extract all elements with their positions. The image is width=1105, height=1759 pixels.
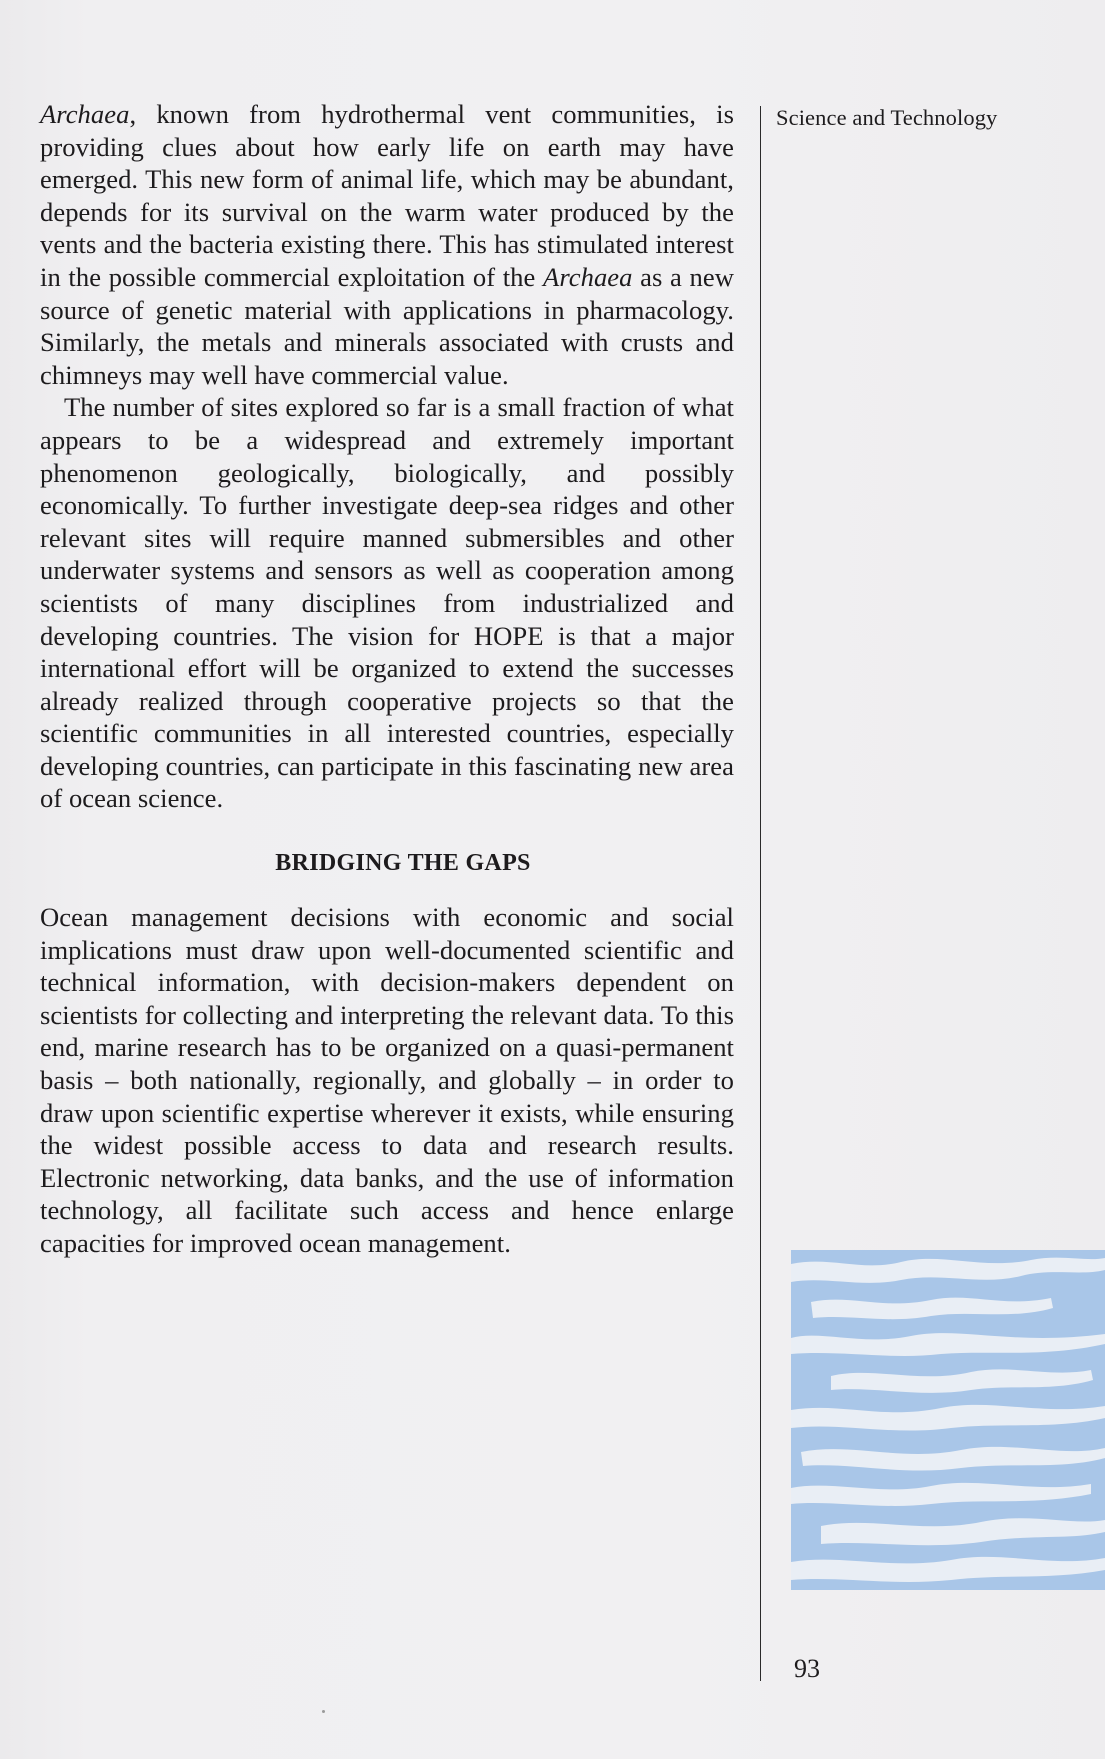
paragraph-text: as a new source of genetic material with applications in pharmacology. Similarly, the metals and minerals associated with crusts and chimneys may well have commercial value. — [40, 261, 734, 390]
paragraph-ocean-management: Ocean management decisions with economic and social implications must draw upon well-documented scientific and technical information, with decision-makers dependent on scientists for collecting and interpreting the relevant data. To this end, marine research has to be organized on a quasi-permanent basis – both nationally, regionally, and globally – in order to draw upon scientific expertise wherever it exists, while ensuring the widest possible access to data and research results. Electronic networking, data banks, and the use of information technology, all facilitate such access and hence enlarge capacities for improved ocean management. — [40, 902, 734, 1258]
italic-term: Archaea — [543, 261, 633, 292]
italic-term: Archaea — [40, 99, 130, 129]
page-number: 93 — [794, 1654, 820, 1683]
ocean-waves-illustration — [791, 1250, 1105, 1590]
paragraph-text: , known from hydrothermal vent communities, is providing clues about how early life on earth may have emerged. This new form of animal life, which may be abundant, depends for its survival on the warm water produced by the vents and the bacteria existing there. This has stimulated interest in the possible commercial exploitation of the — [40, 99, 734, 292]
main-text-column — [40, 98, 734, 1260]
column-divider — [760, 106, 761, 1681]
paragraph-sites-explored: The number of sites explored so far is a small fraction of what appears to be a widespread and extremely important phenomenon geologically, biologically, and possibly economically. To further investigate deep-sea ridges and other relevant sites will require manned submersibles and other underwater systems and sensors as well as cooperation among scientists of many disciplines from industrialized and developing countries. The vision for HOPE is that a major international effort will be organized to extend the successes already realized through cooperative projects so that the scientific communities in all interested countries, especially developing countries, can participate in this fascinating new area of ocean science. — [40, 392, 734, 814]
running-header: Science and Technology — [776, 105, 998, 130]
print-speck — [322, 1710, 325, 1713]
section-heading: BRIDGING THE GAPS — [275, 850, 531, 877]
paragraph-archaea — [40, 98, 734, 391]
